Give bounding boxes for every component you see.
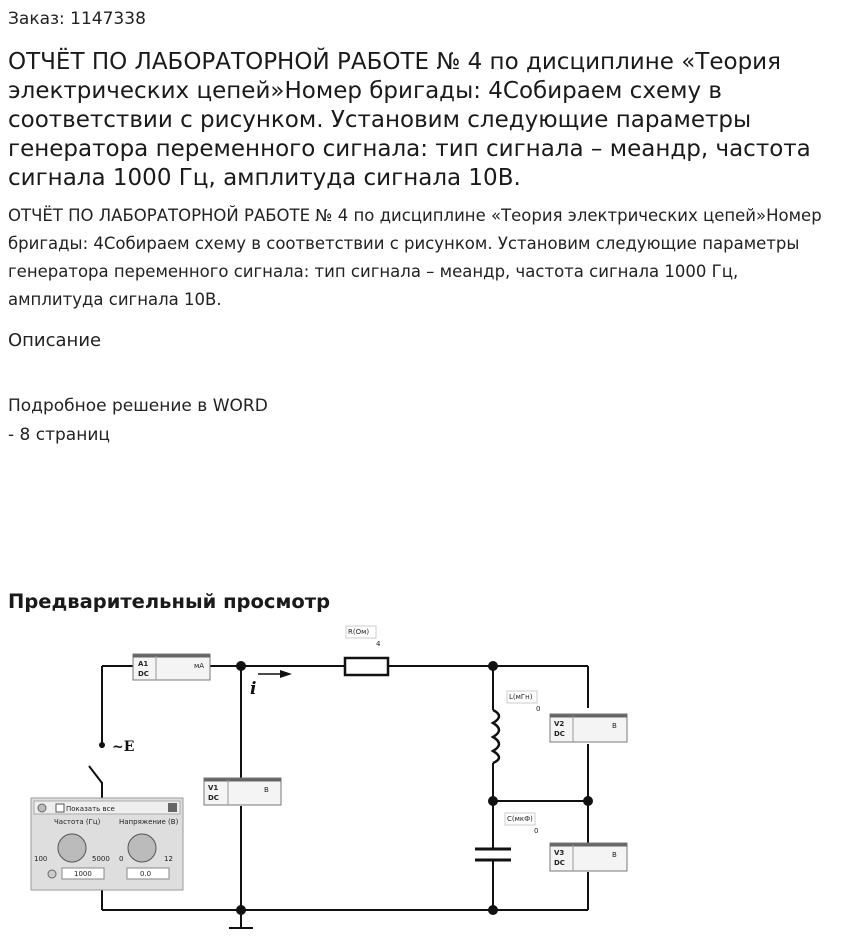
- capacitor-value: 0: [534, 827, 539, 835]
- inductor-value: 0: [536, 705, 541, 713]
- volt-min: 0: [119, 855, 124, 863]
- freq-min: 100: [34, 855, 48, 863]
- source-label: ~E: [112, 739, 135, 755]
- frequency-knob[interactable]: [58, 834, 86, 862]
- show-all-label: Показать все: [66, 805, 115, 813]
- signal-generator-panel: [31, 798, 183, 890]
- ammeter-name: A1: [138, 660, 149, 668]
- volt-label: Напряжение (В): [119, 818, 179, 826]
- page-title: ОТЧЁТ ПО ЛАБОРАТОРНОЙ РАБОТЕ № 4 по дисциплине «Теория электрических цепей»Номер бригады: 4Собираем схему в соответствии с рисунком. Установим следующие параметры генератора переменного сигнала: тип сигнала – меандр, частота сигнала 1000 Гц, амплитуда сигнала 10В.: [8, 49, 811, 191]
- ammeter-unit: мА: [194, 662, 205, 670]
- switch-lever: [89, 766, 102, 783]
- freq-value: 1000: [74, 870, 92, 878]
- show-all-checkbox[interactable]: [56, 804, 64, 812]
- freq-label: Частота (Гц): [54, 818, 101, 826]
- voltmeter-v3: [550, 843, 627, 871]
- ammeter-a1: [133, 654, 210, 680]
- order-number: Заказ: 1147338: [8, 9, 146, 29]
- voltmeter3-mode: DC: [554, 859, 565, 867]
- description-text: ОТЧЁТ ПО ЛАБОРАТОРНОЙ РАБОТЕ № 4 по дисциплине «Теория электрических цепей»Номер бригады: 4Собираем схему в соответствии с рисунком. Установим следующие параметры генератора переменного сигнала: тип сигнала – меандр, частота сигнала 1000 Гц, амплитуда сигнала 10В.: [8, 206, 822, 309]
- close-icon[interactable]: [168, 803, 177, 812]
- current-symbol: i: [250, 679, 257, 699]
- solution-info: Подробное решение в WORD - 8 страниц: [8, 396, 268, 445]
- freq-max: 5000: [92, 855, 110, 863]
- capacitor-label: C(мкФ): [507, 815, 533, 823]
- voltmeter1-unit: В: [264, 786, 269, 794]
- circuit-schematic: [0, 618, 847, 948]
- voltmeter-v2: [550, 714, 627, 742]
- inductor-l: [493, 691, 540, 763]
- freq-stepper-icon[interactable]: [48, 870, 56, 878]
- resistor-r: [345, 626, 388, 675]
- voltmeter3-name: V3: [554, 849, 565, 857]
- voltmeter-v1: [204, 778, 281, 805]
- capacitor-c: [475, 813, 538, 860]
- voltage-knob[interactable]: [128, 834, 156, 862]
- current-arrow: [250, 670, 292, 699]
- voltmeter2-name: V2: [554, 720, 565, 728]
- voltmeter2-mode: DC: [554, 730, 565, 738]
- voltmeter2-unit: В: [612, 722, 617, 730]
- voltmeter1-name: V1: [208, 784, 219, 792]
- generator-icon: [38, 804, 46, 812]
- volt-max: 12: [164, 855, 173, 863]
- voltmeter3-unit: В: [612, 851, 617, 859]
- volt-value: 0.0: [140, 870, 152, 878]
- description-label: Описание: [8, 330, 102, 351]
- preview-heading: Предварительный просмотр: [8, 590, 331, 613]
- voltmeter1-mode: DC: [208, 794, 219, 802]
- resistor-value: 4: [376, 640, 381, 648]
- inductor-label: L(мГн): [509, 693, 533, 701]
- resistor-label: R(Ом): [348, 628, 370, 636]
- ammeter-mode: DC: [138, 670, 149, 678]
